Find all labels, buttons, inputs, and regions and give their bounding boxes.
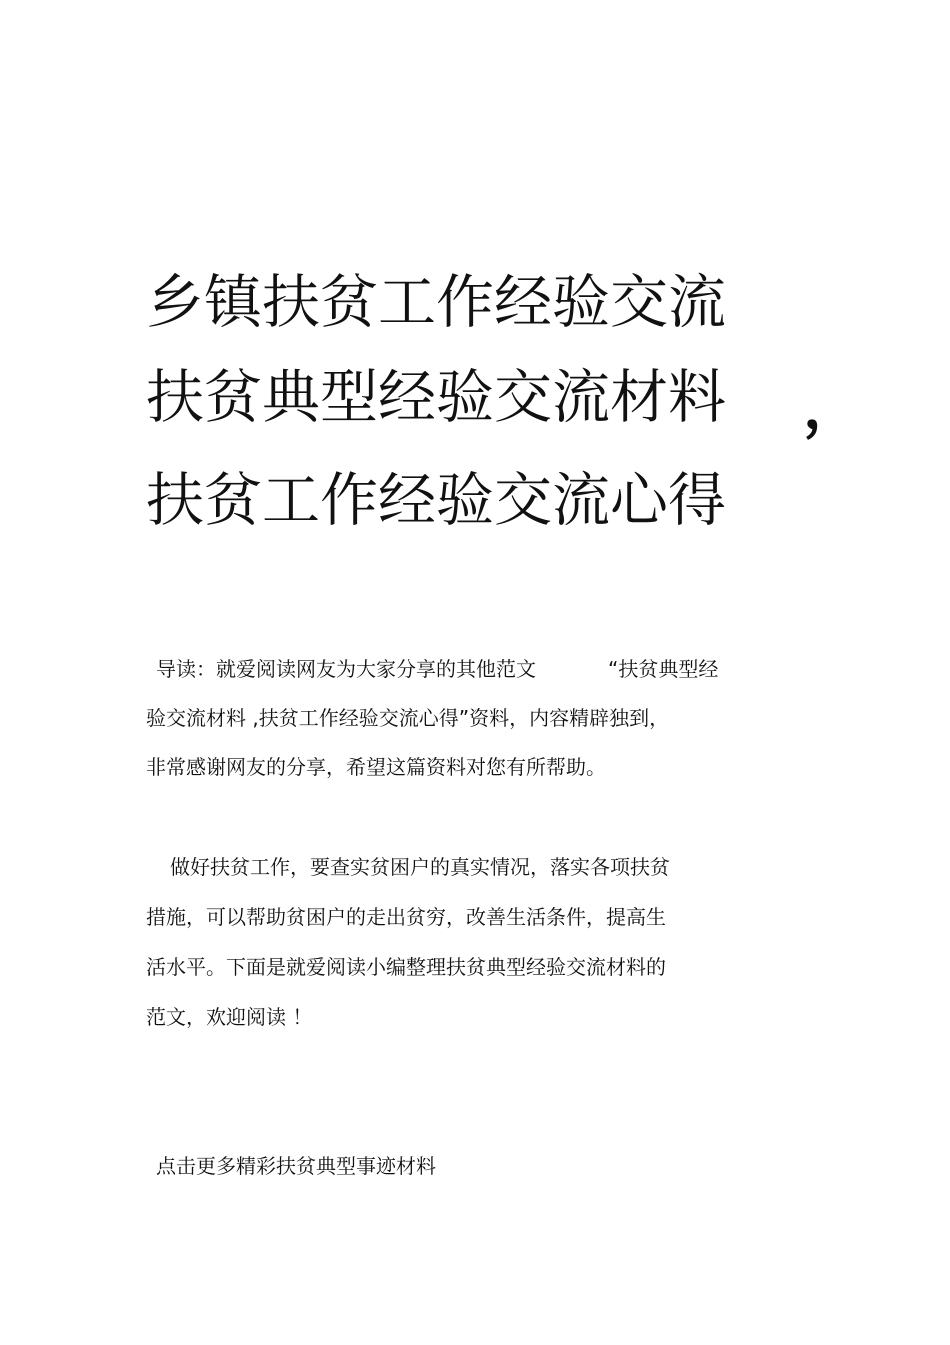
body-line-2: 措施，可以帮助贫困户的走出贫穷，改善生活条件，提高生 [146,905,666,929]
intro-line-1-b: “扶贫典型经 [608,657,719,681]
intro-line-1-a: 导读：就爱阅读网友为大家分享的其他范文 [156,657,536,681]
intro-line-2: 验交流材料 ,扶贫工作经验交流心得”资料，内容精辟独到， [146,706,670,730]
more-materials-link[interactable]: 点击更多精彩扶贫典型事迹材料 [156,1154,436,1178]
body-line-1: 做好扶贫工作，要查实贫困户的真实情况，落实各项扶贫 [170,855,670,879]
title-line-3: 扶贫工作经验交流心得 [146,466,727,534]
title-comma: ， [803,373,862,441]
title-line-1: 乡镇扶贫工作经验交流 [146,268,727,336]
intro-line-1 [156,655,718,683]
title-line-2: 扶贫典型经验交流材料 [146,363,727,431]
body-line-4: 范文，欢迎阅读 ！ [146,1005,313,1029]
intro-line-3: 非常感谢网友的分享，希望这篇资料对您有所帮助。 [146,755,606,779]
body-line-3: 活水平。下面是就爱阅读小编整理扶贫典型经验交流材料的 [146,955,666,979]
